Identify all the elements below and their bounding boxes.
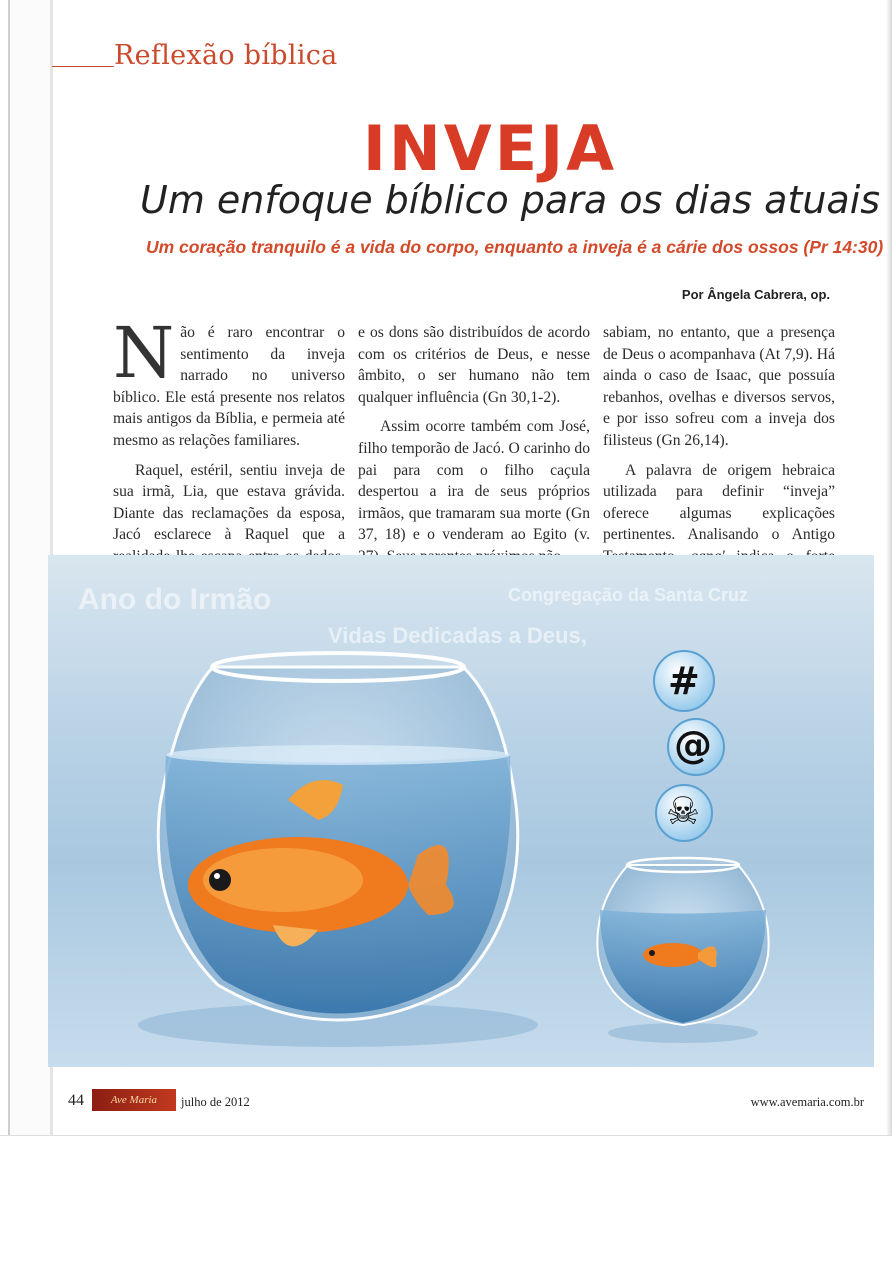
hash-icon: # [668, 659, 700, 703]
paragraph-text: A palavra de origem hebraica utilizada para definir “inveja” oferece algumas explicações pertinentes. Analisando o Antigo [603, 461, 835, 544]
page-number: 44 [68, 1092, 84, 1109]
epigraph: Um coração tranquilo é a vida do corpo, enquanto a inveja é a cárie dos ossos (Pr 14:30) [146, 237, 884, 257]
paragraph: sabiam, no entanto, que a presença de Deus o acompanhava (At 7,9). Há ainda o caso de Isaac, que possuía rebanhos, ovelhas e diversos servos, e por isso sofreu com a inveja dos filisteus (Gn 26,14). [603, 324, 835, 449]
bleed-through-text: Congregação da Santa Cruz [508, 585, 749, 605]
paragraph: Raquel, estéril, sentiu inveja de sua irmã, Lia, que estava grávida. Diante das reclamações da esposa, Jacó esclarece à Raquel que a [113, 461, 345, 544]
fishbowl-photo [48, 555, 874, 1067]
scan-margin [0, 1135, 892, 1263]
section-rule [52, 66, 114, 67]
skull-icon: ☠ [666, 789, 701, 833]
bleed-through-text: Ano do Irmão [78, 583, 272, 616]
paragraph-text: ão é raro encontrar o sentimento da inveja narrado no universo bíblico. Ele está presente nos relatos mais antigos da Bíblia, e permeia até mesmo as relações familiares. [113, 324, 345, 449]
page-right-edge [886, 0, 892, 1262]
byline: Por Ângela Cabrera, op. [681, 287, 830, 302]
subtitle: Um enfoque bíblico para os dias atuais [140, 178, 881, 222]
magazine-logo: Ave Maria [92, 1089, 176, 1111]
paragraph [113, 312, 345, 452]
article-column-2 [358, 322, 590, 576]
headline: INVEJA [362, 112, 618, 185]
paragraph: Assim ocorre também com José, filho temporão de Jacó. O carinho do pai para com o filho caçula despertou a ira de seus próprios irmãos, que tramaram sua morte (Gn 37, 18) e o venderam ao Egito (v. [358, 418, 590, 544]
at-icon: @ [674, 723, 712, 767]
drop-cap: N [113, 312, 175, 394]
bleed-through-text: Vidas Dedicadas a Deus, [328, 623, 587, 648]
paragraph: e os dons são distribuídos de acordo com os critérios de Deus, e nesse âmbito, o ser humano não tem qualquer influência (Gn 30,1-2). [358, 324, 590, 406]
website-url: www.avemaria.com.br [750, 1095, 864, 1109]
fishbowl-illustration [48, 555, 874, 1067]
issue-date: julho de 2012 [181, 1095, 250, 1109]
section-label: Reflexão bíblica [114, 40, 338, 71]
